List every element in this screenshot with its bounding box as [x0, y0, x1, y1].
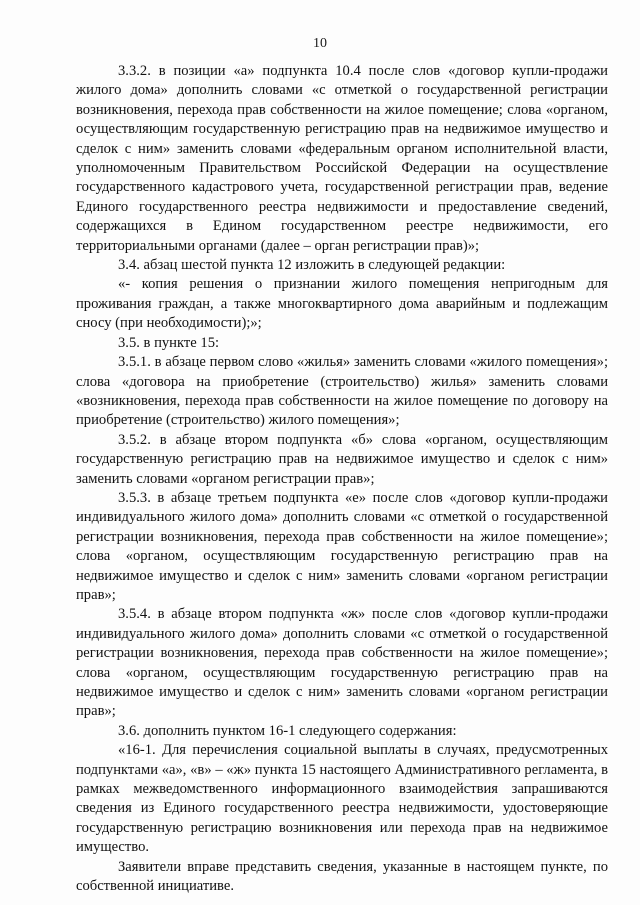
- paragraph-3-6: 3.6. дополнить пунктом 16-1 следующего содержания:: [118, 722, 457, 739]
- paragraph-3-5-1: 3.5.1. в абзаце первом слово «жилья» заменить словами «жилого помещения»; слова «договора на приобретение (строительство) жилья» заменить словами «возникновения, перехода прав собственности на жилое помещение по договору на приобретение (строительство) жилого помещения»;: [76, 354, 608, 429]
- paragraph-16-1: «16-1. Для перечисления социальной выплаты в случаях, предусмотренных подпунктами «а», «в» – «ж» пункта 15 настоящего Административного регламента, в рамках межведомственного информационного взаимодействия запрашиваются сведения из Единого государственного реестра недвижимости, удостоверяющие государственную регистрацию возникновения или перехода прав на недвижимое имущество.: [76, 742, 608, 856]
- document-body: [76, 62, 608, 896]
- paragraph-3-5-2: 3.5.2. в абзаце втором подпункта «б» слова «органом, осуществляющим государственную регистрацию прав на недвижимое имущество и сделок с ним» заменить словами «органом регистрации прав»;: [76, 431, 608, 487]
- paragraph-3-4: 3.4. абзац шестой пункта 12 изложить в следующей редакции:: [118, 257, 506, 274]
- paragraph-3-5: 3.5. в пункте 15:: [118, 334, 220, 351]
- paragraph-applicants: Заявители вправе представить сведения, указанные в настоящем пункте, по собственной инициативе.: [76, 858, 608, 895]
- paragraph-3-5-3: 3.5.3. в абзаце третьем подпункта «е» после слов «договор купли-продажи индивидуального жилого дома» дополнить словами «с отметкой о государственной регистрации возникновения, перехода прав собственности на жилое помещение»; слова «органом, осуществляющим государственную регистрацию прав на недвижимое имущество и сделок с ним» заменить словами «органом регистрации прав»;: [76, 489, 608, 603]
- page-number: 10: [313, 36, 327, 51]
- paragraph-3-5-4: 3.5.4. в абзаце втором подпункта «ж» после слов «договор купли-продажи индивидуального жилого дома» дополнить словами «с отметкой о государственной регистрации возникновения, перехода прав собственности на жилое помещение»; слова «органом, осуществляющим государственную регистрацию прав на недвижимое имущество и сделок с ним» заменить словами «органом регистрации прав»;: [76, 606, 608, 720]
- paragraph-3-4-quote: «- копия решения о признании жилого помещения непригодным для проживания граждан, а также многоквартирного дома аварийным и подлежащим сносу (при необходимости);»;: [76, 276, 608, 332]
- paragraph-3-3-2: 3.3.2. в позиции «а» подпункта 10.4 после слов «договор купли-продажи жилого дома» дополнить словами «с отметкой о государственной регистрации возникновения, перехода прав собственности на жилое помещение; слова «органом, осуществляющим государственную регистрацию прав на недвижимое имущество и сделок с ним» заменить словами «федеральным органом исполнительной власти, уполномоченным Правительством Российской Федерации на осуществление государственного кадастрового учета, государственной регистрации прав, ведение Единого государственного реестра недвижимости и предоставление сведений, содержащихся в Едином государственном реестре недвижимости, его территориальными органами (далее – орган регистрации прав)»;: [76, 63, 608, 254]
